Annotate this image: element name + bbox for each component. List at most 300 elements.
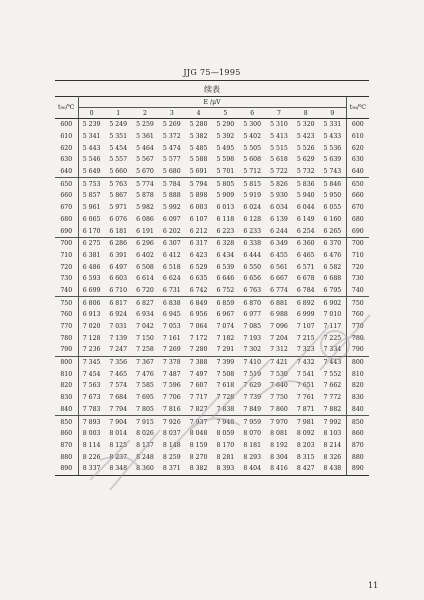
emf-value-cell: 6 170 <box>82 227 101 235</box>
emf-value-cell: 7 618 <box>216 382 235 390</box>
emf-value-cell: 5 940 <box>296 192 315 200</box>
row-temperature-left: 830 <box>55 392 78 404</box>
emf-value-cell: 8 348 <box>105 463 132 475</box>
emf-value-cell: 5 722 <box>270 168 288 176</box>
column-header: 3 <box>158 108 185 119</box>
row-temperature-left: 670 <box>55 202 78 214</box>
emf-value-cell: 7 552 <box>323 370 342 378</box>
emf-value-cell: 5 982 <box>136 204 154 212</box>
emf-value-cell: 5 577 <box>162 156 181 164</box>
emf-value-cell: 5 680 <box>162 168 181 176</box>
row-temperature-right: 710 <box>346 250 369 262</box>
row-temperature-right: 810 <box>346 368 369 380</box>
table-row <box>55 463 369 475</box>
table-row <box>55 214 369 226</box>
row-temperature-left: 660 <box>55 190 78 202</box>
row-temperature-right: 660 <box>346 190 369 202</box>
table-row <box>55 332 369 344</box>
emf-value-cell: 7 816 <box>162 405 181 413</box>
emf-value-cell: 6 561 <box>270 263 288 271</box>
row-temperature-right: 800 <box>346 356 369 368</box>
row-temperature-right: 630 <box>346 154 369 166</box>
emf-value-cell: 5 794 <box>185 178 212 190</box>
table-row <box>55 380 369 392</box>
emf-value-cell: 8 438 <box>319 463 346 475</box>
emf-value-cell: 7 904 <box>105 416 132 428</box>
row-temperature-left: 610 <box>55 131 78 143</box>
emf-value-cell: 6 455 <box>270 251 288 259</box>
emf-value-cell: 5 774 <box>132 178 159 190</box>
emf-value-cell: 6 720 <box>136 286 154 294</box>
emf-value-cell: 5 433 <box>323 133 342 141</box>
emf-value-cell: 7 388 <box>185 356 212 368</box>
table-row <box>55 142 369 154</box>
table-row <box>55 309 369 321</box>
emf-value-cell: 7 860 <box>270 405 288 413</box>
emf-value-cell: 6 934 <box>136 311 154 319</box>
emf-value-cell: 5 361 <box>136 133 154 141</box>
emf-value-cell: 5 320 <box>296 121 315 129</box>
row-temperature-left: 710 <box>55 250 78 262</box>
emf-value-cell: 6 795 <box>323 286 342 294</box>
emf-value-cell: 7 651 <box>296 382 315 390</box>
row-temperature-left: 730 <box>55 273 78 285</box>
row-temperature-left: 650 <box>55 178 78 190</box>
emf-value-cell: 7 410 <box>239 356 266 368</box>
emf-value-cell: 5 546 <box>82 156 101 164</box>
emf-value-cell: 7 334 <box>323 346 342 354</box>
emf-value-cell: 6 076 <box>109 215 128 223</box>
emf-value-cell: 6 550 <box>243 263 262 271</box>
emf-value-cell: 7 128 <box>82 334 101 342</box>
emf-value-cell: 8 203 <box>296 441 315 449</box>
emf-value-cell: 6 296 <box>132 237 159 249</box>
emf-value-cell: 5 557 <box>109 156 128 164</box>
row-temperature-right: 770 <box>346 321 369 333</box>
row-temperature-left: 720 <box>55 261 78 273</box>
emf-value-cell: 7 042 <box>136 323 154 331</box>
row-temperature-right: 670 <box>346 202 369 214</box>
row-temperature-right: 720 <box>346 261 369 273</box>
emf-value-cell: 8 014 <box>109 430 128 438</box>
emf-value-cell: 6 859 <box>212 297 239 309</box>
row-temperature-left: 700 <box>55 237 78 249</box>
emf-value-cell: 5 608 <box>243 156 262 164</box>
emf-value-cell: 7 783 <box>82 405 101 413</box>
emf-value-cell: 7 399 <box>212 356 239 368</box>
emf-value-cell: 5 784 <box>158 178 185 190</box>
row-temperature-right: 890 <box>346 463 369 475</box>
emf-value-cell: 6 034 <box>270 204 288 212</box>
emf-value-cell: 7 574 <box>109 382 128 390</box>
emf-value-cell: 7 739 <box>243 394 262 402</box>
emf-value-cell: 5 618 <box>270 156 288 164</box>
emf-value-cell: 6 699 <box>82 286 101 294</box>
emf-value-cell: 7 421 <box>266 356 293 368</box>
emf-value-cell: 5 950 <box>323 192 342 200</box>
emf-value-cell: 6 486 <box>82 263 101 271</box>
table-row <box>55 225 369 237</box>
emf-value-cell: 7 269 <box>162 346 181 354</box>
row-temperature-left: 750 <box>55 297 78 309</box>
emf-value-cell: 6 307 <box>158 237 185 249</box>
row-temperature-right: 760 <box>346 309 369 321</box>
emf-value-cell: 7 432 <box>292 356 319 368</box>
emf-value-cell: 5 961 <box>82 204 101 212</box>
emf-value-cell: 5 402 <box>243 133 262 141</box>
emf-value-cell: 6 444 <box>243 251 262 259</box>
emf-value-cell: 5 505 <box>243 144 262 152</box>
emf-value-cell: 6 465 <box>296 251 315 259</box>
emf-value-cell: 5 454 <box>109 144 128 152</box>
table-row <box>55 416 369 428</box>
emf-value-cell: 6 244 <box>270 227 288 235</box>
emf-value-cell: 6 097 <box>162 215 181 223</box>
table-row <box>55 392 369 404</box>
row-temperature-right: 840 <box>346 404 369 416</box>
emf-value-cell: 8 070 <box>243 430 262 438</box>
emf-value-cell: 6 107 <box>189 215 208 223</box>
emf-value-cell: 6 988 <box>270 311 288 319</box>
emf-value-cell: 6 191 <box>136 227 154 235</box>
emf-value-cell: 7 345 <box>78 356 105 368</box>
table-row <box>55 297 369 309</box>
emf-value-cell: 7 476 <box>136 370 154 378</box>
emf-value-cell: 6 678 <box>296 275 315 283</box>
emf-value-cell: 8 226 <box>82 453 101 461</box>
emf-value-cell: 8 059 <box>216 430 235 438</box>
emf-value-cell: 6 656 <box>243 275 262 283</box>
row-temperature-left: 860 <box>55 428 78 440</box>
row-temperature-left: 820 <box>55 380 78 392</box>
emf-value-cell: 6 624 <box>162 275 181 283</box>
emf-value-cell: 7 717 <box>189 394 208 402</box>
emf-value-cell: 7 247 <box>109 346 128 354</box>
emf-value-cell: 5 567 <box>136 156 154 164</box>
emf-value-cell: 8 326 <box>323 453 342 461</box>
emf-value-cell: 7 959 <box>239 416 266 428</box>
table-row <box>55 451 369 463</box>
emf-value-cell: 5 826 <box>266 178 293 190</box>
emf-value-cell: 5 836 <box>292 178 319 190</box>
emf-value-cell: 5 857 <box>82 192 101 200</box>
emf-value-cell: 6 349 <box>266 237 293 249</box>
emf-value-cell: 8 048 <box>189 430 208 438</box>
emf-value-cell: 6 149 <box>296 215 315 223</box>
emf-value-cell: 6 688 <box>323 275 342 283</box>
table-row <box>55 154 369 166</box>
emf-value-cell: 8 259 <box>162 453 181 461</box>
table-row <box>55 344 369 356</box>
emf-value-cell: 7 684 <box>109 394 128 402</box>
emf-value-cell: 6 370 <box>319 237 346 249</box>
emf-value-cell: 6 817 <box>105 297 132 309</box>
column-header: 6 <box>239 108 266 119</box>
emf-value-cell: 6 774 <box>270 286 288 294</box>
row-temperature-left: 680 <box>55 214 78 226</box>
emf-value-cell: 7 280 <box>189 346 208 354</box>
emf-value-cell: 8 393 <box>212 463 239 475</box>
emf-value-cell: 7 020 <box>82 323 101 331</box>
emf-value-cell: 5 526 <box>296 144 315 152</box>
row-temperature-left: 880 <box>55 451 78 463</box>
emf-value-cell: 5 464 <box>136 144 154 152</box>
emf-value-cell: 7 096 <box>270 323 288 331</box>
emf-value-cell: 5 691 <box>189 168 208 176</box>
row-temperature-right: 740 <box>346 285 369 297</box>
emf-value-cell: 6 956 <box>189 311 208 319</box>
emf-value-cell: 7 585 <box>136 382 154 390</box>
emf-value-cell: 5 300 <box>243 121 262 129</box>
emf-value-cell: 7 182 <box>216 334 235 342</box>
emf-value-cell: 6 646 <box>216 275 235 283</box>
emf-value-cell: 6 003 <box>189 204 208 212</box>
emf-value-cell: 7 805 <box>136 405 154 413</box>
emf-value-cell: 5 909 <box>216 192 235 200</box>
emf-value-cell: 7 454 <box>82 370 101 378</box>
emf-value-cell: 8 192 <box>270 441 288 449</box>
emf-value-cell: 7 992 <box>319 416 346 428</box>
emf-value-cell: 7 443 <box>319 356 346 368</box>
emf-value-cell: 6 086 <box>136 215 154 223</box>
emf-value-cell: 7 662 <box>323 382 342 390</box>
emf-value-cell: 8 337 <box>78 463 105 475</box>
emf-value-cell: 7 541 <box>296 370 315 378</box>
emf-value-cell: 7 172 <box>189 334 208 342</box>
emf-value-cell: 7 053 <box>162 323 181 331</box>
emf-value-cell: 7 673 <box>82 394 101 402</box>
emf-value-cell: 7 563 <box>82 382 101 390</box>
emf-value-cell: 5 639 <box>323 156 342 164</box>
emf-value-cell: 7 367 <box>132 356 159 368</box>
row-temperature-right: 650 <box>346 178 369 190</box>
emf-value-cell: 7 193 <box>243 334 262 342</box>
emf-value-cell: 7 139 <box>109 334 128 342</box>
emf-value-cell: 7 794 <box>109 405 128 413</box>
emf-value-cell: 6 635 <box>189 275 208 283</box>
row-temperature-left: 800 <box>55 356 78 368</box>
row-temperature-left: 740 <box>55 285 78 297</box>
emf-value-cell: 8 092 <box>296 430 315 438</box>
emf-value-cell: 7 882 <box>323 405 342 413</box>
emf-value-cell: 6 752 <box>216 286 235 294</box>
emf-value-cell: 7 838 <box>216 405 235 413</box>
emf-value-cell: 5 888 <box>162 192 181 200</box>
emf-value-cell: 6 254 <box>296 227 315 235</box>
emf-value-cell: 7 629 <box>243 382 262 390</box>
emf-value-cell: 6 065 <box>82 215 101 223</box>
emf-value-cell: 7 150 <box>136 334 154 342</box>
emf-value-cell: 7 530 <box>270 370 288 378</box>
emf-value-cell: 5 753 <box>78 178 105 190</box>
emf-value-cell: 6 742 <box>189 286 208 294</box>
row-temperature-right: 600 <box>346 119 369 131</box>
emf-value-cell: 5 249 <box>109 121 128 129</box>
row-temperature-right: 790 <box>346 344 369 356</box>
table-row <box>55 321 369 333</box>
table-row <box>55 237 369 249</box>
row-temperature-right: 830 <box>346 392 369 404</box>
emf-value-cell: 6 902 <box>319 297 346 309</box>
emf-value-cell: 5 878 <box>136 192 154 200</box>
emf-value-cell: 6 412 <box>162 251 181 259</box>
emf-value-cell: 5 898 <box>189 192 208 200</box>
row-temperature-left: 780 <box>55 332 78 344</box>
emf-value-cell: 6 181 <box>109 227 128 235</box>
emf-value-cell: 7 640 <box>270 382 288 390</box>
emf-value-cell: 5 485 <box>189 144 208 152</box>
emf-value-cell: 5 290 <box>216 121 235 129</box>
row-temperature-left: 770 <box>55 321 78 333</box>
emf-value-cell: 6 497 <box>109 263 128 271</box>
row-temperature-right: 610 <box>346 131 369 143</box>
emf-value-cell: 6 212 <box>189 227 208 235</box>
emf-unit-header: E /μV <box>78 97 346 108</box>
emf-value-cell: 5 372 <box>162 133 181 141</box>
emf-value-cell: 7 827 <box>189 405 208 413</box>
table-row <box>55 440 369 452</box>
emf-value-cell: 7 161 <box>162 334 181 342</box>
emf-table <box>55 96 369 476</box>
table-row <box>55 166 369 178</box>
emf-value-cell: 5 732 <box>296 168 315 176</box>
emf-value-cell: 8 026 <box>136 430 154 438</box>
emf-value-cell: 5 280 <box>189 121 208 129</box>
row-temperature-left: 850 <box>55 416 78 428</box>
emf-value-cell: 6 044 <box>296 204 315 212</box>
row-temperature-right: 820 <box>346 380 369 392</box>
emf-value-cell: 7 761 <box>296 394 315 402</box>
emf-value-cell: 5 867 <box>109 192 128 200</box>
emf-value-cell: 6 763 <box>243 286 262 294</box>
emf-value-cell: 6 806 <box>78 297 105 309</box>
emf-value-cell: 8 170 <box>216 441 235 449</box>
table-row <box>55 285 369 297</box>
row-temperature-left: 630 <box>55 154 78 166</box>
emf-value-cell: 7 519 <box>243 370 262 378</box>
emf-value-cell: 6 582 <box>323 263 342 271</box>
emf-value-cell: 5 971 <box>109 204 128 212</box>
row-temperature-right: 680 <box>346 214 369 226</box>
emf-value-cell: 7 085 <box>243 323 262 331</box>
emf-value-cell: 5 536 <box>323 144 342 152</box>
emf-value-cell: 7 204 <box>270 334 288 342</box>
emf-value-cell: 5 341 <box>82 133 101 141</box>
page-number: 11 <box>368 581 379 590</box>
emf-value-cell: 6 849 <box>185 297 212 309</box>
emf-value-cell: 8 114 <box>82 441 101 449</box>
emf-value-cell: 5 515 <box>270 144 288 152</box>
emf-value-cell: 7 378 <box>158 356 185 368</box>
emf-value-cell: 7 728 <box>216 394 235 402</box>
emf-value-cell: 6 571 <box>296 263 315 271</box>
emf-value-cell: 6 128 <box>243 215 262 223</box>
emf-value-cell: 6 999 <box>296 311 315 319</box>
emf-value-cell: 6 827 <box>132 297 159 309</box>
emf-value-cell: 5 495 <box>216 144 235 152</box>
table-row <box>55 261 369 273</box>
table-row <box>55 178 369 190</box>
emf-value-cell: 7 323 <box>296 346 315 354</box>
emf-value-cell: 5 423 <box>296 133 315 141</box>
emf-value-cell: 8 159 <box>189 441 208 449</box>
emf-value-cell: 8 404 <box>239 463 266 475</box>
emf-value-cell: 5 649 <box>82 168 101 176</box>
emf-value-cell: 7 291 <box>216 346 235 354</box>
emf-value-cell: 7 508 <box>216 370 235 378</box>
emf-value-cell: 6 402 <box>136 251 154 259</box>
emf-value-cell: 7 487 <box>162 370 181 378</box>
emf-value-cell: 7 215 <box>296 334 315 342</box>
emf-value-cell: 6 391 <box>109 251 128 259</box>
row-temperature-left: 790 <box>55 344 78 356</box>
emf-value-cell: 7 926 <box>158 416 185 428</box>
emf-value-cell: 6 667 <box>270 275 288 283</box>
emf-value-cell: 7 031 <box>109 323 128 331</box>
emf-value-cell: 8 103 <box>323 430 342 438</box>
emf-value-cell: 6 603 <box>109 275 128 283</box>
emf-value-cell: 8 125 <box>109 441 128 449</box>
emf-value-cell: 5 382 <box>189 133 208 141</box>
emf-value-cell: 6 881 <box>266 297 293 309</box>
emf-value-cell: 6 731 <box>162 286 181 294</box>
emf-value-cell: 6 275 <box>78 237 105 249</box>
table-row <box>55 202 369 214</box>
row-temperature-right: 780 <box>346 332 369 344</box>
emf-value-cell: 7 302 <box>243 346 262 354</box>
emf-value-cell: 8 382 <box>185 463 212 475</box>
emf-value-cell: 7 695 <box>136 394 154 402</box>
emf-value-cell: 7 064 <box>189 323 208 331</box>
emf-value-cell: 8 304 <box>270 453 288 461</box>
emf-value-cell: 8 248 <box>136 453 154 461</box>
row-temperature-right: 870 <box>346 440 369 452</box>
emf-value-cell: 7 312 <box>270 346 288 354</box>
column-header: 1 <box>105 108 132 119</box>
column-header: 2 <box>132 108 159 119</box>
emf-value-cell: 8 148 <box>162 441 181 449</box>
emf-value-cell: 6 784 <box>296 286 315 294</box>
emf-value-cell: 5 660 <box>109 168 128 176</box>
emf-value-cell: 8 371 <box>158 463 185 475</box>
emf-value-cell: 7 607 <box>189 382 208 390</box>
emf-value-cell: 7 107 <box>296 323 315 331</box>
emf-value-cell: 7 871 <box>296 405 315 413</box>
row-temperature-right: 700 <box>346 237 369 249</box>
emf-value-cell: 5 815 <box>239 178 266 190</box>
emf-value-cell: 7 258 <box>136 346 154 354</box>
table-row <box>55 190 369 202</box>
emf-value-cell: 5 670 <box>136 168 154 176</box>
column-header: 7 <box>266 108 293 119</box>
table-row <box>55 404 369 416</box>
emf-value-cell: 8 270 <box>189 453 208 461</box>
emf-value-cell: 7 225 <box>323 334 342 342</box>
emf-value-cell: 5 712 <box>243 168 262 176</box>
emf-value-cell: 7 497 <box>189 370 208 378</box>
header-rule <box>55 80 369 81</box>
emf-value-cell: 6 328 <box>212 237 239 249</box>
emf-value-cell: 7 750 <box>270 394 288 402</box>
emf-value-cell: 6 434 <box>216 251 235 259</box>
emf-value-cell: 5 930 <box>270 192 288 200</box>
emf-value-cell: 5 239 <box>82 121 101 129</box>
emf-value-cell: 8 214 <box>323 441 342 449</box>
table-row <box>55 273 369 285</box>
emf-value-cell: 6 055 <box>323 204 342 212</box>
emf-value-cell: 8 181 <box>243 441 262 449</box>
emf-value-cell: 8 360 <box>132 463 159 475</box>
